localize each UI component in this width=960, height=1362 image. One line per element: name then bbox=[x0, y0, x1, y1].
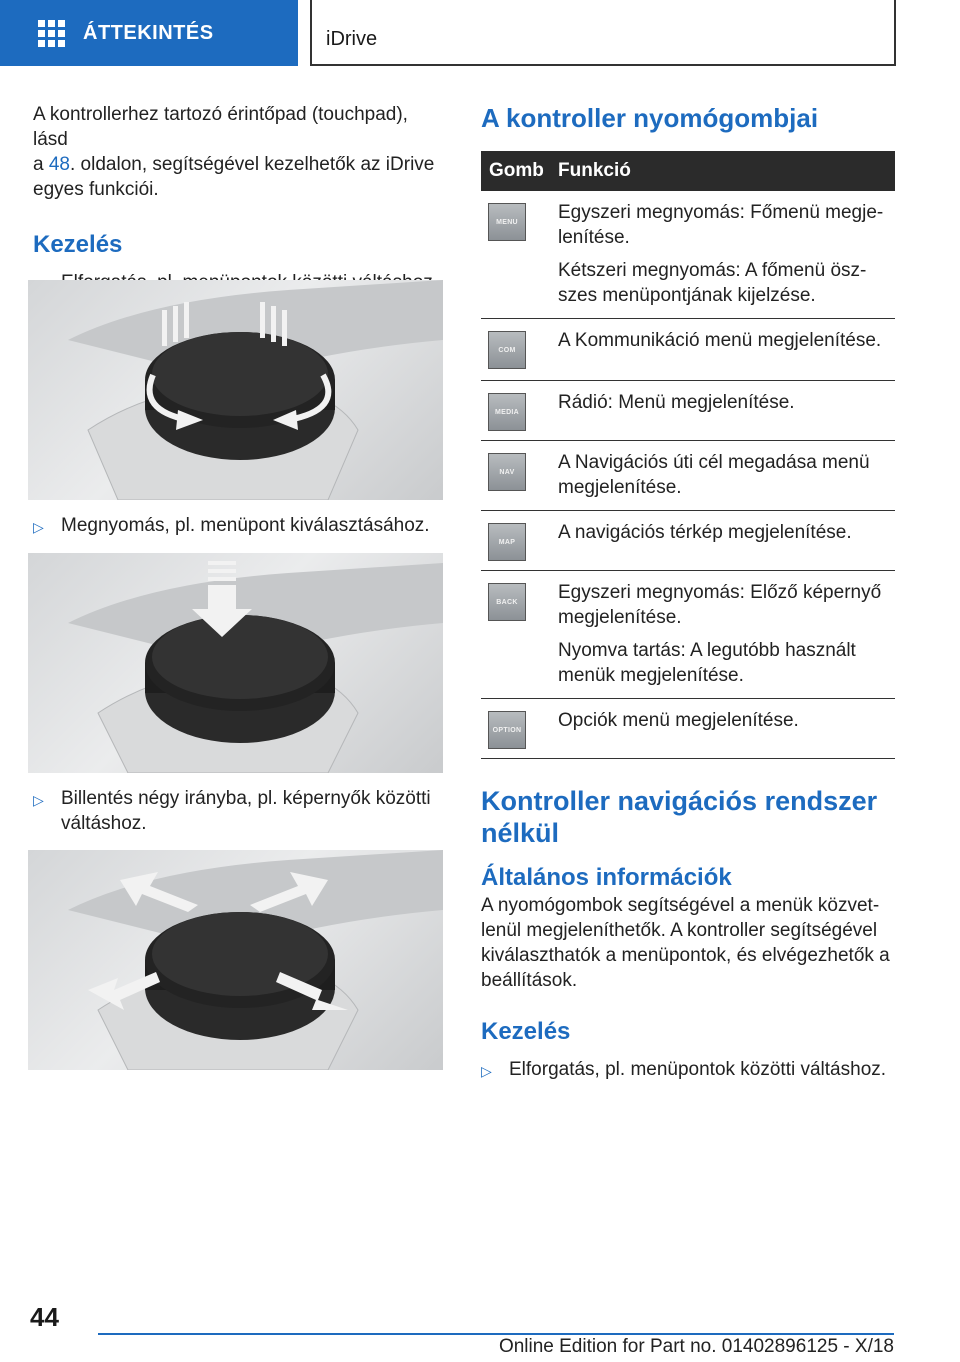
table-header-function: Funkció bbox=[558, 151, 895, 191]
option-key-icon: OPTION bbox=[488, 711, 526, 749]
nav-key-icon: NAV bbox=[488, 453, 526, 491]
overview-tab[interactable] bbox=[0, 0, 298, 66]
media-key-icon: MEDIA bbox=[488, 393, 526, 431]
general-info-paragraph: A nyomógombok segítségével a menük közvet-lenül megjeleníthetők. A kontroller segítségével kiválaszthatók a menüpontok, és elvégezhetők a beállítások. bbox=[481, 895, 890, 991]
controller-press-figure bbox=[28, 553, 443, 773]
table-row: MENU Egyszeri megnyomás: Főmenü megje-lenítése. Kétszeri megnyomás: A főmenü ösz-szes menüpontjának kijelzése. bbox=[481, 191, 895, 319]
table-row: NAV A Navigációs úti cél megadása menü megjelenítése. bbox=[481, 441, 895, 511]
heading-no-navigation: Kontroller navigációs rendszer nélkül bbox=[481, 786, 878, 848]
overview-tab-label: ÁTTEKINTÉS bbox=[83, 21, 214, 44]
heading-operation: Kezelés bbox=[33, 231, 123, 258]
heading-operation-2: Kezelés bbox=[481, 1018, 571, 1045]
bullet-rotate-2: ▷ Elforgatás, pl. menüpontok közötti váltáshoz. bbox=[481, 1057, 895, 1084]
section-title: iDrive bbox=[310, 0, 896, 66]
triangle-bullet-icon: ▷ bbox=[33, 792, 44, 808]
page-link[interactable]: 48 bbox=[48, 154, 70, 175]
right-column bbox=[481, 102, 895, 1084]
bullet-tilt: ▷ Billentés négy irányba, pl. képernyők közötti váltáshoz. bbox=[33, 788, 431, 834]
bullet-press: ▷ Megnyomás, pl. menüpont kiválasztásához. bbox=[33, 513, 447, 540]
triangle-bullet-icon: ▷ bbox=[481, 1063, 492, 1079]
menu-key-icon: MENU bbox=[488, 203, 526, 241]
com-key-icon: COM bbox=[488, 331, 526, 369]
controller-tilt-figure bbox=[28, 850, 443, 1070]
triangle-bullet-icon: ▷ bbox=[33, 519, 44, 535]
heading-general-info: Általános információk bbox=[481, 864, 732, 891]
table-row: BACK Egyszeri megnyomás: Előző képernyő megjelenítése. Nyomva tartás: A legutóbb használt menük megjelenítése. bbox=[481, 571, 895, 699]
heading-controller-buttons: A kontroller nyomógombjai bbox=[481, 103, 819, 133]
footer-edition: Online Edition for Part no. 01402896125 - X/18 bbox=[498, 1336, 894, 1357]
footer-divider bbox=[98, 1333, 894, 1335]
table-header-row bbox=[481, 151, 895, 191]
left-column bbox=[33, 102, 447, 297]
grid-menu-icon bbox=[38, 20, 65, 47]
table-row: MAP A navigációs térkép megjelenítése. bbox=[481, 511, 895, 571]
page-number: 44 bbox=[30, 1302, 59, 1332]
intro-paragraph: A kontrollerhez tartozó érintőpad (touchpad), lásd a 48. oldalon, segítségével kezelhetők az iDrive egyes funkciói. bbox=[33, 104, 435, 200]
table-header-button: Gomb bbox=[481, 151, 558, 191]
table-row: COM A Kommunikáció menü megjelenítése. bbox=[481, 319, 895, 381]
buttons-table bbox=[481, 151, 895, 759]
back-key-icon: BACK bbox=[488, 583, 526, 621]
table-row: MEDIA Rádió: Menü megjelenítése. bbox=[481, 381, 895, 441]
map-key-icon: MAP bbox=[488, 523, 526, 561]
controller-rotate-figure bbox=[28, 280, 443, 500]
table-row: OPTION Opciók menü megjelenítése. bbox=[481, 699, 895, 759]
